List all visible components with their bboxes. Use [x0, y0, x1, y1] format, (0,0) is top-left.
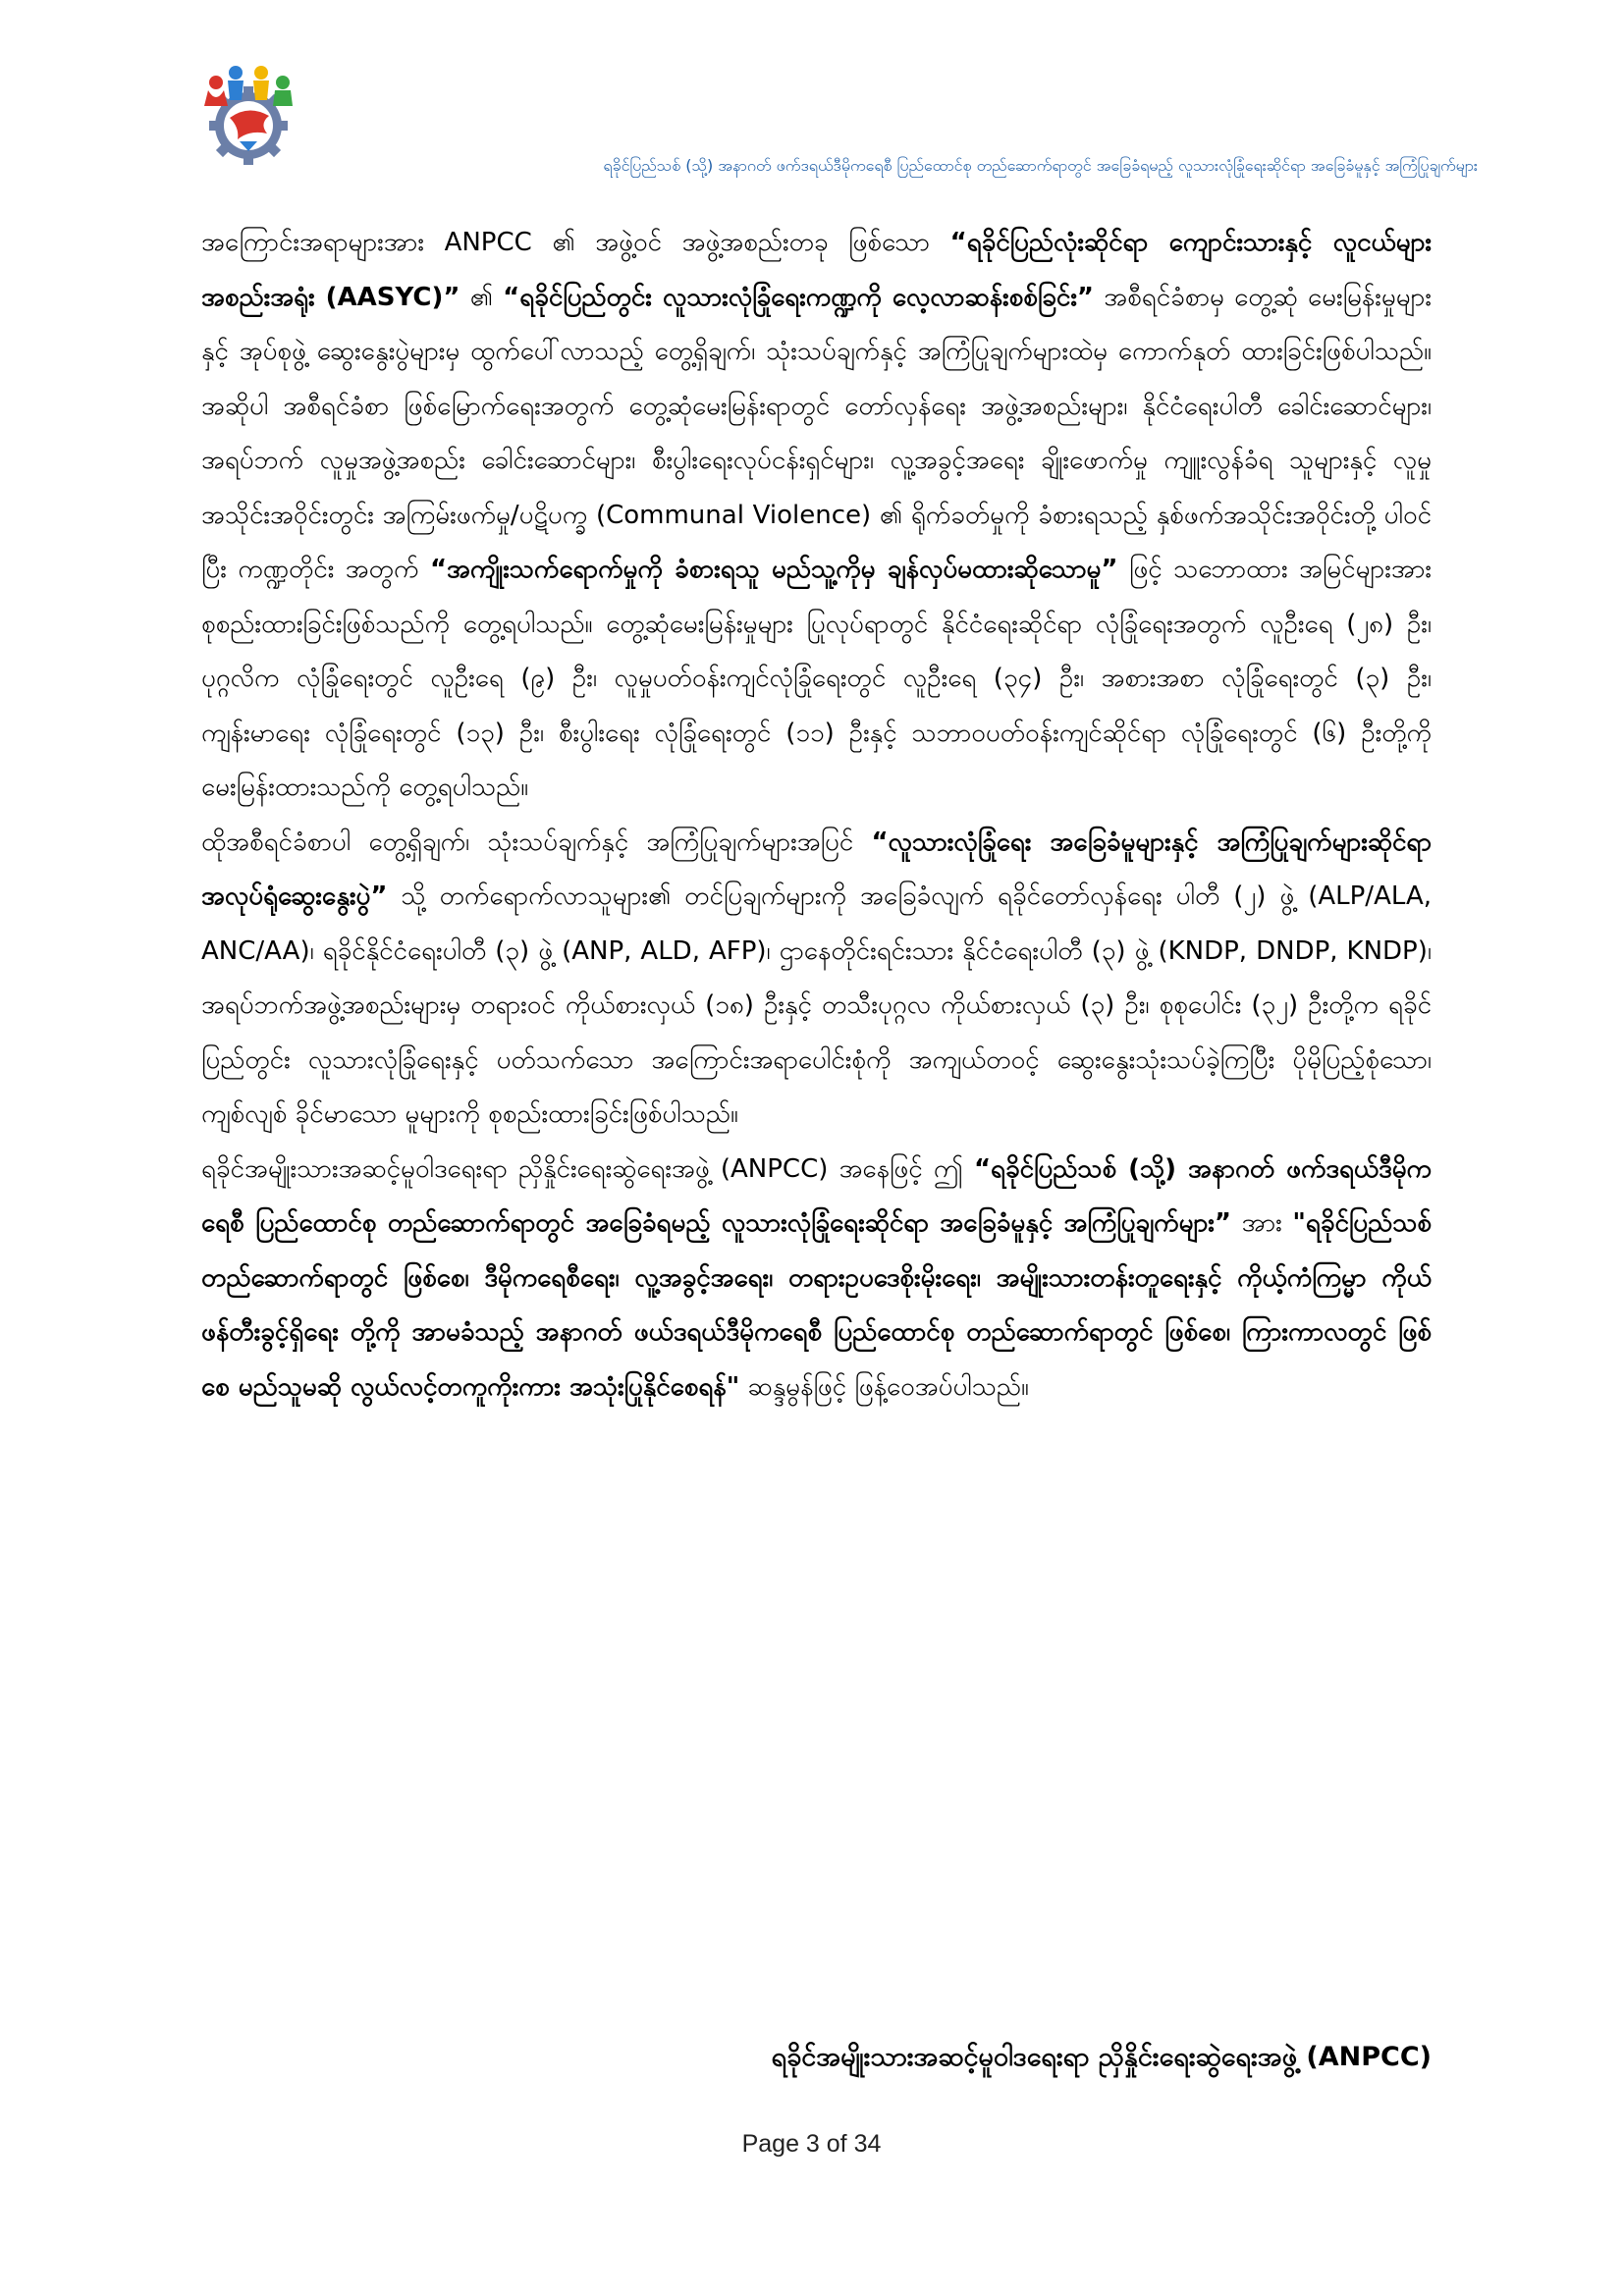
text-segment: အကြောင်းအရာများအား ANPCC ၏ အဖွဲ့ဝင် အဖွဲ့အစည်းတခု ဖြစ်သော: [201, 228, 950, 257]
paragraph-3: [201, 1143, 1432, 1415]
paragraph-2: [201, 816, 1432, 1143]
document-body: [201, 216, 1432, 1415]
text-segment: အား: [1230, 1208, 1293, 1238]
text-segment: ရခိုင်အမျိုးသားအဆင့်မူဝါဒရေးရာ ညှိနှိုင်းရေးဆွဲရေးအဖွဲ့ (ANPCC) အနေဖြင့် ဤ: [201, 1153, 974, 1184]
organization-logo: [194, 61, 302, 171]
text-segment: ဆန္ဒမွန်ဖြင့် ဖြန့်ဝေအပ်ပါသည်။: [739, 1371, 1029, 1402]
text-segment: သို့ တက်ရောက်လာသူများ၏ တင်ပြချက်များကို အခြေခံလျက် ရခိုင်တော်လှန်ရေး ပါတီ (၂) ဖွဲ့ (ALP/ALA, ANC/AA)၊ ရခိုင်နိုင်ငံရေးပါတီ (၃) ဖွဲ့ (ANP, ALD, AFP)၊ ဌာနေတိုင်းရင်းသား နိုင်ငံရေးပါတီ (၃) ဖွဲ့ (KNDP, DNDP, KNDP)၊ အရပ်ဘက်အဖွဲ့အစည်းများမှ တရားဝင် ကိုယ်စားလှယ် (၁၈) ဦးနှင့် တသီးပုဂ္ဂလ ကိုယ်စားလှယ် (၃) ဦး၊ စုစုပေါင်း (၃၂) ဦးတို့က ရခိုင်ပြည်တွင်း လူသားလုံခြုံရေးနှင့် ပတ်သက်သော အကြောင်းအရာပေါင်းစုံကို အကျယ်တဝင့် ဆွေးနွေးသုံးသပ်ခဲ့ကြပြီး ပိုမိုပြည့်စုံသော၊ ကျစ်လျစ် ခိုင်မာသော မူများကို စုစည်းထားခြင်းဖြစ်ပါသည်။: [201, 881, 1432, 1129]
page-number: Page 3 of 34: [741, 2130, 882, 2158]
text-segment: ဖြင့် သဘောထား အမြင်များအား စုစည်းထားခြင်းဖြစ်သည်ကို တွေ့ရပါသည်။ တွေ့ဆုံမေးမြန်းမှုများ ပြုလုပ်ရာတွင် နိုင်ငံရေးဆိုင်ရာ လုံခြုံရေးအတွက် လူဦးရေ (၂၈) ဦး၊ ပုဂ္ဂလိက လုံခြုံရေးတွင် လူဦးရေ (၉) ဦး၊ လူမှုပတ်ဝန်းကျင်လုံခြုံရေးတွင် လူဦးရေ (၃၄) ဦး၊ အစားအစာ လုံခြုံရေးတွင် (၃) ဦး၊ ကျန်းမာရေး လုံခြုံရေးတွင် (၁၃) ဦး၊ စီးပွါးရေး လုံခြုံရေးတွင် (၁၁) ဦးနှင့် သဘာဝပတ်ဝန်းကျင်ဆိုင်ရာ လုံခြုံရေးတွင် (၆) ဦးတို့ကို မေးမြန်းထားသည်ကို တွေ့ရပါသည်။: [201, 555, 1432, 802]
bold-segment: “ရခိုင်ပြည်တွင်း လူသားလုံခြုံရေးကဏ္ဍကို လေ့လာဆန်းစစ်ခြင်း”: [503, 282, 1095, 312]
signature-line: ရခိုင်အမျိုးသားအဆင့်မူဝါဒရေးရာ ညှိနှိုင်းရေးဆွဲရေးအဖွဲ့ (ANPCC): [771, 2042, 1432, 2072]
bold-segment: "ရခိုင်ပြည်သစ် တည်ဆောက်ရာတွင် ဖြစ်စေ၊ ဒီမိုကရေစီရေး၊ လူ့အခွင့်အရေး၊ တရားဥပဒေစိုးမိုးရေး၊ အမျိုးသားတန်းတူရေးနှင့် ကိုယ့်ကံကြမ္မာ ကိုယ်ဖန်တီးခွင့်ရှိရေး တို့ကို အာမခံသည့် အနာဂတ် ဖယ်ဒရယ်ဒီမိုကရေစီ ပြည်ထောင်စု တည်ဆောက်ရာတွင် ဖြစ်စေ၊ ကြားကာလတွင် ဖြစ်စေ မည်သူမဆို လွယ်လင့်တကူကိုးကား အသုံးပြုနိုင်စေရန်": [201, 1208, 1433, 1402]
paragraph-1: [201, 216, 1432, 816]
running-header: ရခိုင်ပြည်သစ် (သို့) အနာဂတ် ဖက်ဒရယ်ဒီမိုကရေစီ ပြည်ထောင်စု တည်ဆောက်ရာတွင် အခြေခံရမည့် လူသားလုံခြုံရေးဆိုင်ရာ အခြေခံမူနှင့် အကြံပြုချက်များ: [603, 156, 1478, 175]
bold-segment: “အကျိုးသက်ရောက်မှုကို ခံစားရသူ မည်သူ့ကိုမှ ချန်လှပ်မထားဆိုသောမူ”: [429, 555, 1118, 584]
text-segment: ၏: [460, 282, 504, 312]
text-segment: ထိုအစီရင်ခံစာပါ တွေ့ရှိချက်၊ သုံးသပ်ချက်နှင့် အကြံပြုချက်များအပြင်: [201, 827, 872, 857]
bold-segment: “ရခိုင်ပြည်လုံးဆိုင်ရာ ကျောင်းသားနှင့် လူငယ်များအစည်းအရုံး (AASYC)”: [201, 228, 1432, 312]
bold-segment: “ရခိုင်ပြည်သစ် (သို့) အနာဂတ် ဖက်ဒရယ်ဒီမိုကရေစီ ပြည်ထောင်စု တည်ဆောက်ရာတွင် အခြေခံရမည့် လူသားလုံခြုံရေးဆိုင်ရာ အခြေခံမူနှင့် အကြံပြုချက်များ”: [201, 1153, 1432, 1238]
bold-segment: “လူသားလုံခြုံရေး အခြေခံမူများနှင့် အကြံပြုချက်များဆိုင်ရာ အလုပ်ရုံဆွေးနွေးပွဲ”: [201, 827, 1433, 911]
text-segment: အစီရင်ခံစာမှ တွေ့ဆုံ မေးမြန်းမှုများနှင့် အုပ်စုဖွဲ့ ဆွေးနွေးပွဲများမှ ထွက်ပေါ်လာသည့် တွေ့ရှိချက်၊ သုံးသပ်ချက်နှင့် အကြံပြုချက်များထဲမှ ကောက်နုတ် ထားခြင်းဖြစ်ပါသည်။ အဆိုပါ အစီရင်ခံစာ ဖြစ်မြောက်ရေးအတွက် တွေ့ဆုံမေးမြန်းရာတွင် တော်လှန်ရေး အဖွဲ့အစည်းများ၊ နိုင်ငံရေးပါတီ ခေါင်းဆောင်များ၊ အရပ်ဘက် လူမှုအဖွဲ့အစည်း ခေါင်းဆောင်များ၊ စီးပွါးရေးလုပ်ငန်းရှင်များ၊ လူ့အခွင့်အရေး ချိုးဖောက်မှု ကျူးလွန်ခံရ သူများနှင့် လူမှုအသိုင်းအဝိုင်းတွင်း အကြမ်းဖက်မှု/ပဋိပက္ခ (Communal Violence) ၏ ရိုက်ခတ်မှုကို ခံစားရသည့် နှစ်ဖက်အသိုင်းအဝိုင်းတို့ ပါဝင်ပြီး ကဏ္ဍတိုင်း အတွက်: [201, 282, 1432, 584]
